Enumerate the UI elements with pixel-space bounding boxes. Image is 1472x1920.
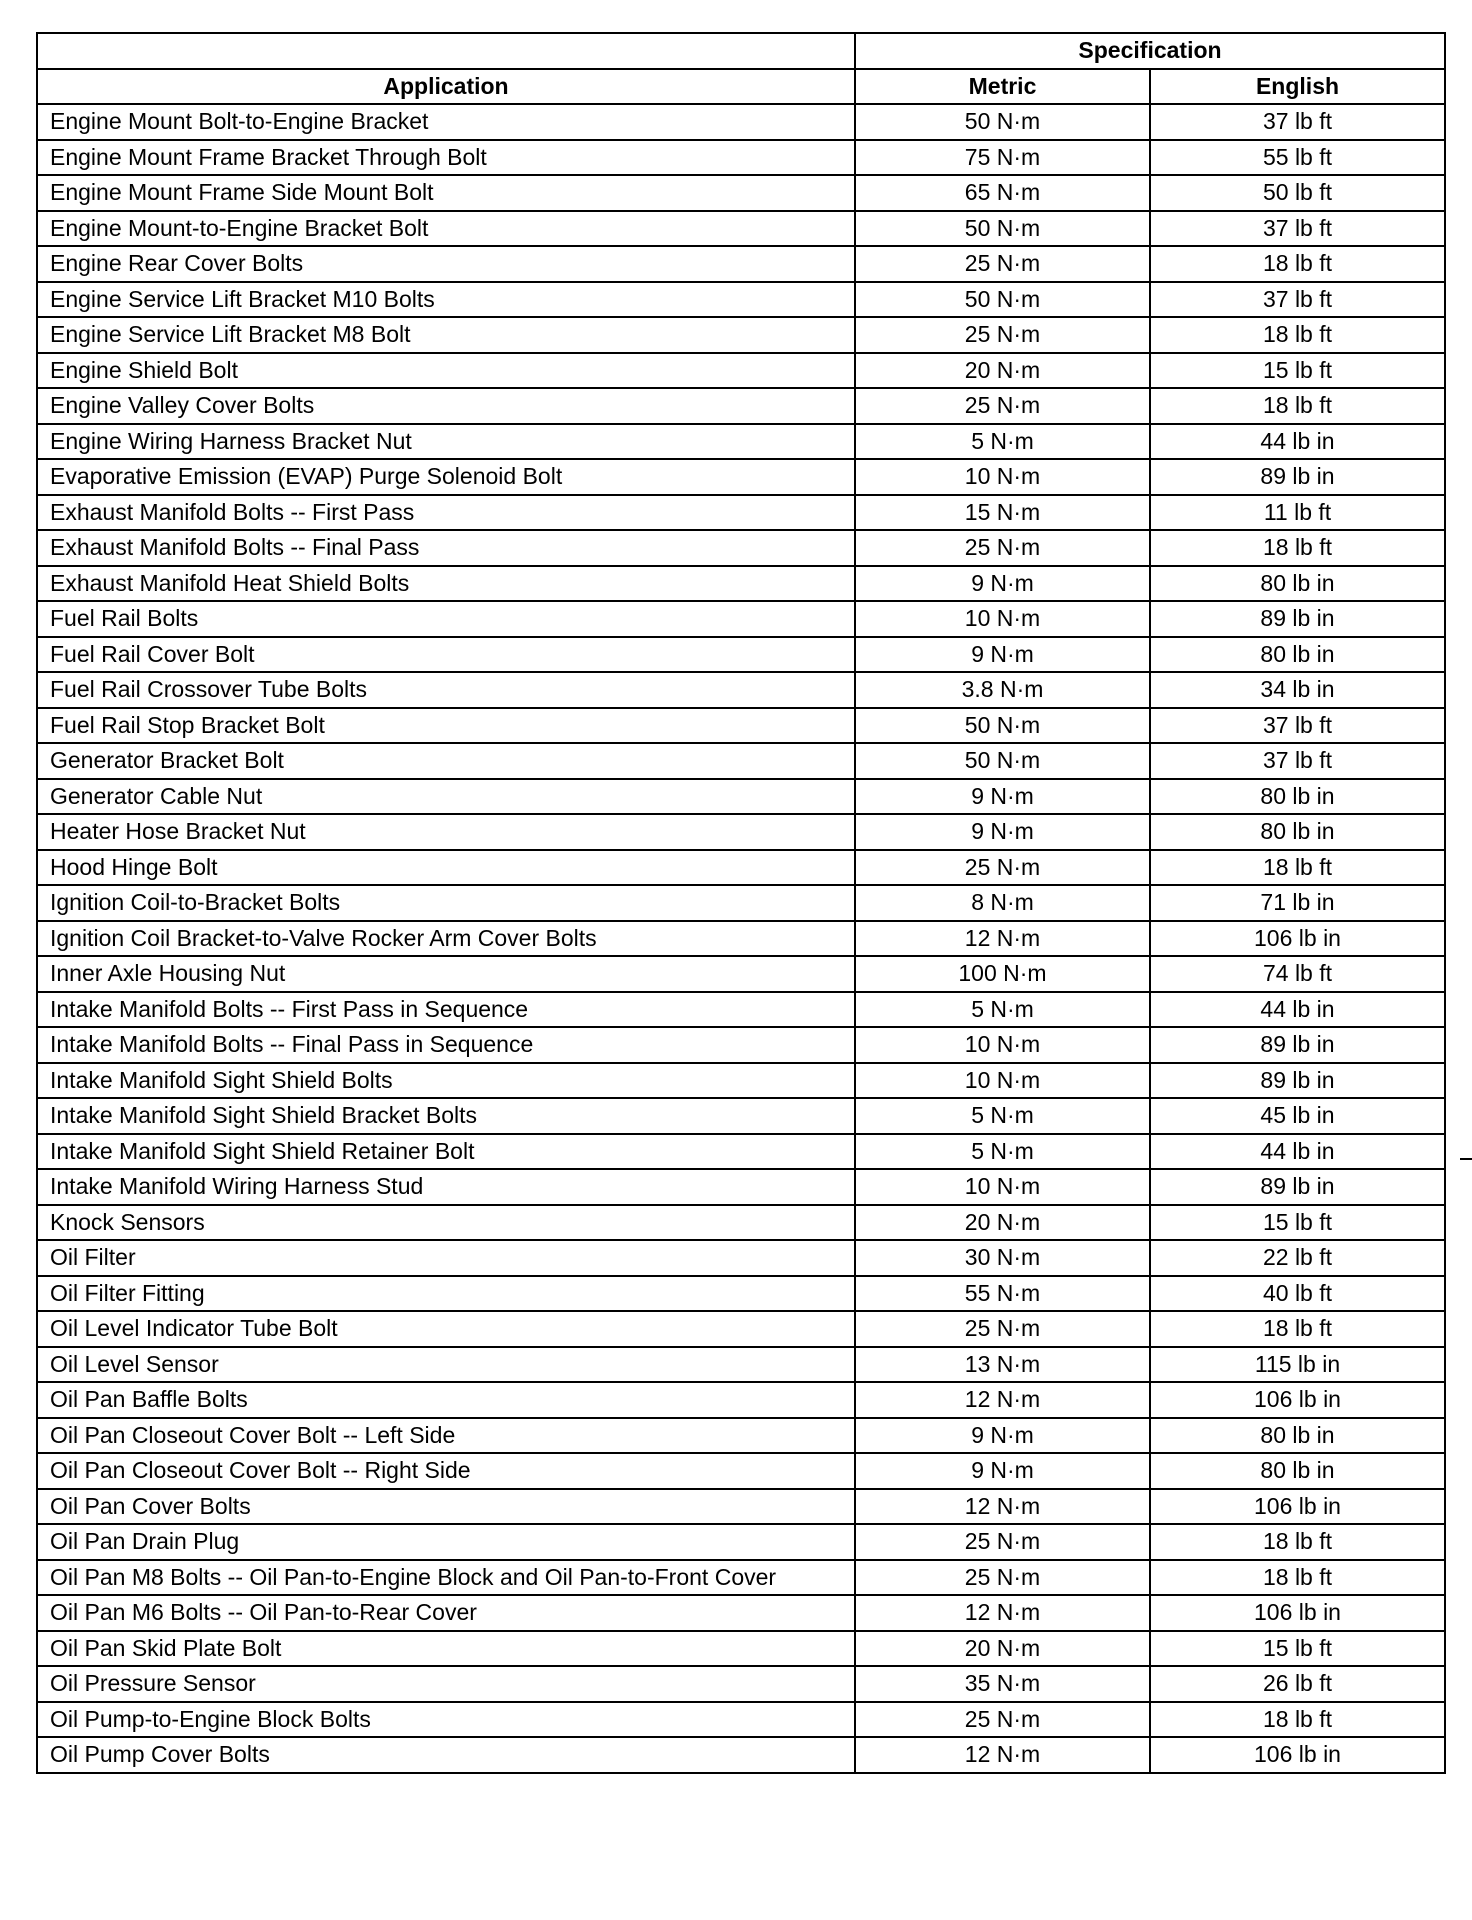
table-row — [37, 708, 1445, 744]
metric-cell: 9 N·m — [855, 637, 1150, 673]
table-row — [37, 140, 1445, 176]
table-row — [37, 1347, 1445, 1383]
english-cell: 15 lb ft — [1150, 1631, 1445, 1667]
metric-header: Metric — [855, 69, 1150, 105]
application-cell: Heater Hose Bracket Nut — [37, 814, 855, 850]
application-cell: Engine Service Lift Bracket M10 Bolts — [37, 282, 855, 318]
table-row — [37, 1098, 1445, 1134]
english-cell: 80 lb in — [1150, 637, 1445, 673]
english-cell: 18 lb ft — [1150, 850, 1445, 886]
metric-cell: 100 N·m — [855, 956, 1150, 992]
application-cell: Ignition Coil Bracket-to-Valve Rocker Arm Cover Bolts — [37, 921, 855, 957]
english-cell: 50 lb ft — [1150, 175, 1445, 211]
english-cell: 44 lb in — [1150, 424, 1445, 460]
metric-cell: 25 N·m — [855, 850, 1150, 886]
application-cell: Oil Filter — [37, 1240, 855, 1276]
application-cell: Oil Pan Drain Plug — [37, 1524, 855, 1560]
english-cell: 89 lb in — [1150, 459, 1445, 495]
table-row — [37, 1489, 1445, 1525]
application-cell: Engine Service Lift Bracket M8 Bolt — [37, 317, 855, 353]
application-header: Application — [37, 69, 855, 105]
table-row — [37, 637, 1445, 673]
table-row — [37, 282, 1445, 318]
english-cell: 18 lb ft — [1150, 1524, 1445, 1560]
english-cell: 80 lb in — [1150, 566, 1445, 602]
english-cell: 26 lb ft — [1150, 1666, 1445, 1702]
table-row — [37, 1595, 1445, 1631]
application-cell: Oil Pan Closeout Cover Bolt -- Right Side — [37, 1453, 855, 1489]
english-cell: 37 lb ft — [1150, 104, 1445, 140]
table-row — [37, 1205, 1445, 1241]
english-cell: 106 lb in — [1150, 1382, 1445, 1418]
english-cell: 22 lb ft — [1150, 1240, 1445, 1276]
metric-cell: 9 N·m — [855, 566, 1150, 602]
english-cell: 18 lb ft — [1150, 1311, 1445, 1347]
english-cell: 55 lb ft — [1150, 140, 1445, 176]
metric-cell: 5 N·m — [855, 992, 1150, 1028]
english-cell: 80 lb in — [1150, 1453, 1445, 1489]
table-row — [37, 495, 1445, 531]
english-cell: 80 lb in — [1150, 814, 1445, 850]
application-cell: Inner Axle Housing Nut — [37, 956, 855, 992]
table-row — [37, 1560, 1445, 1596]
english-cell: 11 lb ft — [1150, 495, 1445, 531]
table-row — [37, 175, 1445, 211]
application-cell: Intake Manifold Wiring Harness Stud — [37, 1169, 855, 1205]
metric-cell: 3.8 N·m — [855, 672, 1150, 708]
application-cell: Oil Pan Baffle Bolts — [37, 1382, 855, 1418]
english-cell: 18 lb ft — [1150, 1702, 1445, 1738]
metric-cell: 25 N·m — [855, 1560, 1150, 1596]
application-cell: Oil Pan M6 Bolts -- Oil Pan-to-Rear Cover — [37, 1595, 855, 1631]
english-cell: 106 lb in — [1150, 921, 1445, 957]
english-cell: 44 lb in — [1150, 992, 1445, 1028]
table-row — [37, 424, 1445, 460]
metric-cell: 9 N·m — [855, 779, 1150, 815]
table-row — [37, 672, 1445, 708]
application-cell: Fuel Rail Stop Bracket Bolt — [37, 708, 855, 744]
table-row — [37, 1702, 1445, 1738]
metric-cell: 50 N·m — [855, 708, 1150, 744]
english-cell: 37 lb ft — [1150, 743, 1445, 779]
table-row — [37, 1134, 1445, 1170]
table-row — [37, 814, 1445, 850]
metric-cell: 12 N·m — [855, 1737, 1150, 1773]
metric-cell: 25 N·m — [855, 246, 1150, 282]
english-cell: 89 lb in — [1150, 1027, 1445, 1063]
english-cell: 45 lb in — [1150, 1098, 1445, 1134]
table-row — [37, 1311, 1445, 1347]
table-row — [37, 743, 1445, 779]
table-row — [37, 530, 1445, 566]
metric-cell: 5 N·m — [855, 1098, 1150, 1134]
metric-cell: 55 N·m — [855, 1276, 1150, 1312]
table-row — [37, 1063, 1445, 1099]
metric-cell: 20 N·m — [855, 1631, 1150, 1667]
table-row — [37, 1027, 1445, 1063]
metric-cell: 12 N·m — [855, 1382, 1150, 1418]
application-cell: Exhaust Manifold Bolts -- First Pass — [37, 495, 855, 531]
metric-cell: 30 N·m — [855, 1240, 1150, 1276]
application-cell: Oil Pan Cover Bolts — [37, 1489, 855, 1525]
table-row — [37, 1524, 1445, 1560]
metric-cell: 12 N·m — [855, 1489, 1150, 1525]
application-cell: Fuel Rail Crossover Tube Bolts — [37, 672, 855, 708]
application-cell: Oil Pump Cover Bolts — [37, 1737, 855, 1773]
metric-cell: 10 N·m — [855, 601, 1150, 637]
english-cell: 34 lb in — [1150, 672, 1445, 708]
application-cell: Intake Manifold Sight Shield Bracket Bolts — [37, 1098, 855, 1134]
table-row — [37, 779, 1445, 815]
metric-cell: 25 N·m — [855, 1702, 1150, 1738]
metric-cell: 75 N·m — [855, 140, 1150, 176]
application-cell: Engine Shield Bolt — [37, 353, 855, 389]
metric-cell: 20 N·m — [855, 1205, 1150, 1241]
english-cell: 18 lb ft — [1150, 388, 1445, 424]
metric-cell: 13 N·m — [855, 1347, 1150, 1383]
table-row — [37, 317, 1445, 353]
metric-cell: 35 N·m — [855, 1666, 1150, 1702]
application-cell: Fuel Rail Bolts — [37, 601, 855, 637]
application-cell: Oil Pan M8 Bolts -- Oil Pan-to-Engine Block and Oil Pan-to-Front Cover — [37, 1560, 855, 1596]
metric-cell: 9 N·m — [855, 1453, 1150, 1489]
application-cell: Oil Pressure Sensor — [37, 1666, 855, 1702]
metric-cell: 25 N·m — [855, 530, 1150, 566]
table-row — [37, 885, 1445, 921]
table-row — [37, 388, 1445, 424]
metric-cell: 50 N·m — [855, 743, 1150, 779]
application-cell: Oil Level Sensor — [37, 1347, 855, 1383]
english-cell: 71 lb in — [1150, 885, 1445, 921]
application-cell: Engine Mount Bolt-to-Engine Bracket — [37, 104, 855, 140]
application-cell: Engine Wiring Harness Bracket Nut — [37, 424, 855, 460]
metric-cell: 25 N·m — [855, 1311, 1150, 1347]
english-cell: 40 lb ft — [1150, 1276, 1445, 1312]
application-cell: Engine Mount Frame Side Mount Bolt — [37, 175, 855, 211]
application-cell: Knock Sensors — [37, 1205, 855, 1241]
metric-cell: 5 N·m — [855, 1134, 1150, 1170]
application-cell: Oil Level Indicator Tube Bolt — [37, 1311, 855, 1347]
application-cell: Generator Bracket Bolt — [37, 743, 855, 779]
application-cell: Oil Filter Fitting — [37, 1276, 855, 1312]
metric-cell: 12 N·m — [855, 1595, 1150, 1631]
metric-cell: 25 N·m — [855, 388, 1150, 424]
application-cell: Ignition Coil-to-Bracket Bolts — [37, 885, 855, 921]
application-cell: Oil Pan Closeout Cover Bolt -- Left Side — [37, 1418, 855, 1454]
metric-cell: 15 N·m — [855, 495, 1150, 531]
blank-header-cell — [37, 33, 855, 69]
english-cell: 89 lb in — [1150, 601, 1445, 637]
metric-cell: 50 N·m — [855, 282, 1150, 318]
metric-cell: 12 N·m — [855, 921, 1150, 957]
english-cell: 89 lb in — [1150, 1063, 1445, 1099]
english-cell: 15 lb ft — [1150, 1205, 1445, 1241]
metric-cell: 10 N·m — [855, 1063, 1150, 1099]
metric-cell: 9 N·m — [855, 1418, 1150, 1454]
metric-cell: 25 N·m — [855, 1524, 1150, 1560]
table-row — [37, 1169, 1445, 1205]
application-cell: Evaporative Emission (EVAP) Purge Solenoid Bolt — [37, 459, 855, 495]
english-cell: 115 lb in — [1150, 1347, 1445, 1383]
application-cell: Engine Mount-to-Engine Bracket Bolt — [37, 211, 855, 247]
table-row — [37, 104, 1445, 140]
english-cell: 106 lb in — [1150, 1489, 1445, 1525]
metric-cell: 65 N·m — [855, 175, 1150, 211]
table-row — [37, 921, 1445, 957]
english-cell: 44 lb in — [1150, 1134, 1445, 1170]
application-cell: Exhaust Manifold Bolts -- Final Pass — [37, 530, 855, 566]
application-cell: Generator Cable Nut — [37, 779, 855, 815]
table-row — [37, 992, 1445, 1028]
margin-mark — [1460, 1158, 1472, 1160]
application-cell: Engine Mount Frame Bracket Through Bolt — [37, 140, 855, 176]
metric-cell: 25 N·m — [855, 317, 1150, 353]
metric-cell: 9 N·m — [855, 814, 1150, 850]
table-row — [37, 566, 1445, 602]
english-cell: 18 lb ft — [1150, 530, 1445, 566]
metric-cell: 20 N·m — [855, 353, 1150, 389]
metric-cell: 5 N·m — [855, 424, 1150, 460]
english-cell: 80 lb in — [1150, 779, 1445, 815]
metric-cell: 50 N·m — [855, 211, 1150, 247]
english-cell: 18 lb ft — [1150, 1560, 1445, 1596]
english-cell: 15 lb ft — [1150, 353, 1445, 389]
english-cell: 89 lb in — [1150, 1169, 1445, 1205]
english-cell: 74 lb ft — [1150, 956, 1445, 992]
table-row — [37, 850, 1445, 886]
application-cell: Engine Rear Cover Bolts — [37, 246, 855, 282]
table-row — [37, 1666, 1445, 1702]
english-cell: 18 lb ft — [1150, 246, 1445, 282]
application-cell: Intake Manifold Bolts -- Final Pass in Sequence — [37, 1027, 855, 1063]
application-cell: Intake Manifold Sight Shield Retainer Bolt — [37, 1134, 855, 1170]
english-cell: 106 lb in — [1150, 1737, 1445, 1773]
metric-cell: 10 N·m — [855, 1027, 1150, 1063]
table-row — [37, 1276, 1445, 1312]
table-body — [37, 104, 1445, 1773]
english-header: English — [1150, 69, 1445, 105]
english-cell: 18 lb ft — [1150, 317, 1445, 353]
application-cell: Hood Hinge Bolt — [37, 850, 855, 886]
table-row — [37, 1382, 1445, 1418]
application-cell: Intake Manifold Sight Shield Bolts — [37, 1063, 855, 1099]
torque-spec-table — [36, 32, 1446, 1774]
table-row — [37, 1631, 1445, 1667]
application-cell: Fuel Rail Cover Bolt — [37, 637, 855, 673]
table-row — [37, 459, 1445, 495]
english-cell: 37 lb ft — [1150, 282, 1445, 318]
table-row — [37, 956, 1445, 992]
table-row — [37, 246, 1445, 282]
application-cell: Oil Pan Skid Plate Bolt — [37, 1631, 855, 1667]
metric-cell: 8 N·m — [855, 885, 1150, 921]
specification-header: Specification — [855, 33, 1445, 69]
table-row — [37, 211, 1445, 247]
english-cell: 37 lb ft — [1150, 708, 1445, 744]
english-cell: 80 lb in — [1150, 1418, 1445, 1454]
application-cell: Exhaust Manifold Heat Shield Bolts — [37, 566, 855, 602]
application-cell: Intake Manifold Bolts -- First Pass in Sequence — [37, 992, 855, 1028]
table-row — [37, 1453, 1445, 1489]
group-header-row — [37, 33, 1445, 69]
table-row — [37, 1418, 1445, 1454]
table-row — [37, 353, 1445, 389]
application-cell: Oil Pump-to-Engine Block Bolts — [37, 1702, 855, 1738]
table-row — [37, 1240, 1445, 1276]
metric-cell: 50 N·m — [855, 104, 1150, 140]
metric-cell: 10 N·m — [855, 1169, 1150, 1205]
table-row — [37, 1737, 1445, 1773]
metric-cell: 10 N·m — [855, 459, 1150, 495]
application-cell: Engine Valley Cover Bolts — [37, 388, 855, 424]
table-row — [37, 601, 1445, 637]
column-header-row — [37, 69, 1445, 105]
english-cell: 106 lb in — [1150, 1595, 1445, 1631]
english-cell: 37 lb ft — [1150, 211, 1445, 247]
